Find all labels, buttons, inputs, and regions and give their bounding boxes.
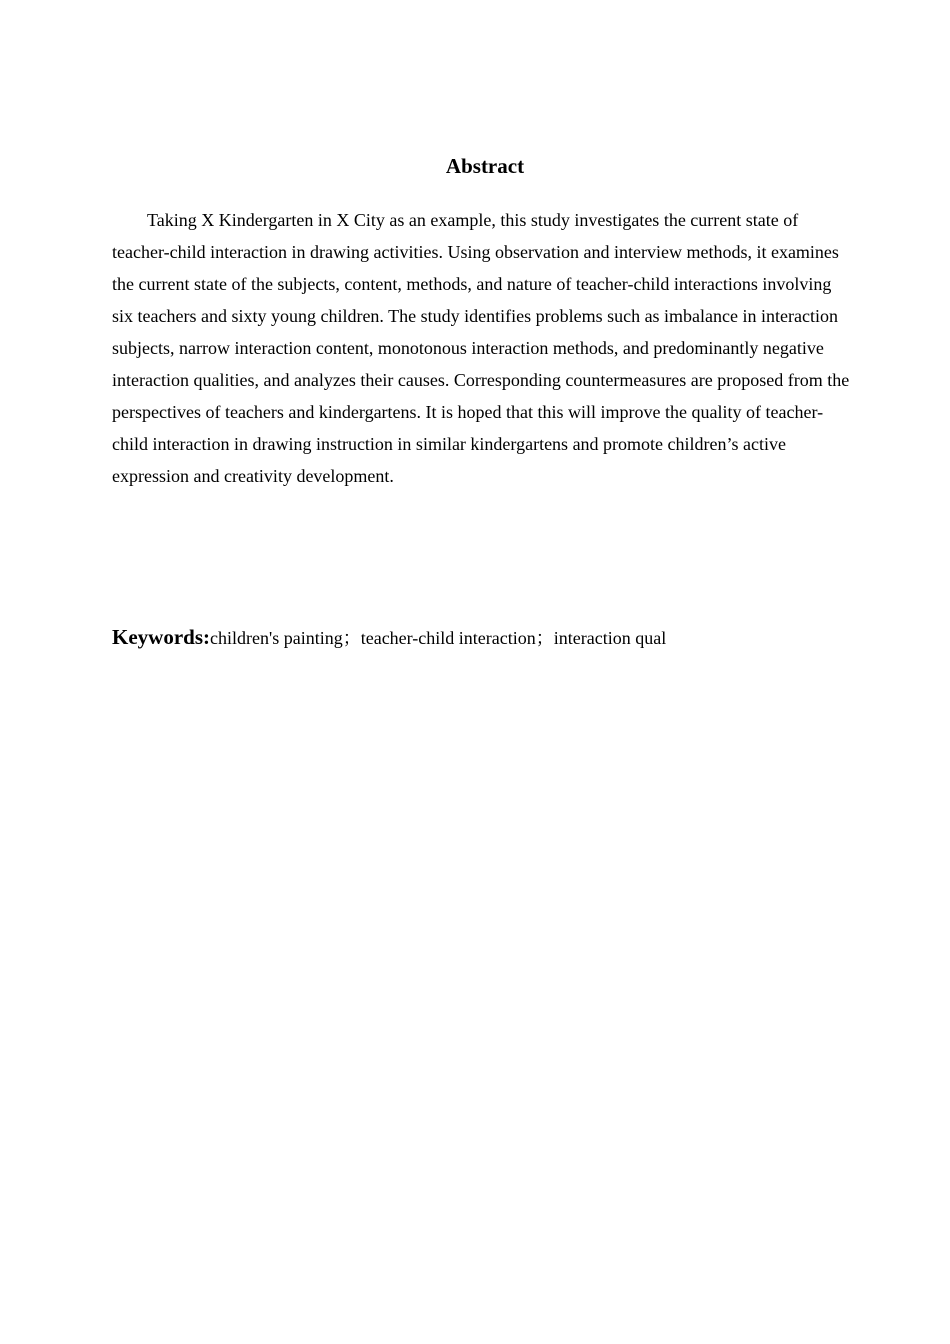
page-title: Abstract bbox=[445, 154, 525, 178]
keywords-text: children's painting；teacher-child interaction；interaction qual bbox=[210, 628, 667, 648]
keywords-label: Keywords: bbox=[112, 625, 210, 649]
keywords-line bbox=[112, 622, 852, 655]
abstract-paragraph: Taking X Kindergarten in X City as an example, this study investigates the current state of teacher-child interaction in drawing activities. Using observation and interview methods, it examines the current state of the subjects, content, methods, and nature of teacher-child interactions involving six teachers and sixty young children. The study identifies problems such as imbalance in interaction subjects, narrow interaction content, monotonous interaction methods, and predominantly negative interaction qualities, and analyzes their causes. Corresponding countermeasures are proposed from the perspectives of teachers and kindergartens. It is hoped that this will improve the quality of teacher-child interaction in drawing instruction in similar kindergartens and promote children’s active expression and creativity development. bbox=[112, 210, 850, 486]
